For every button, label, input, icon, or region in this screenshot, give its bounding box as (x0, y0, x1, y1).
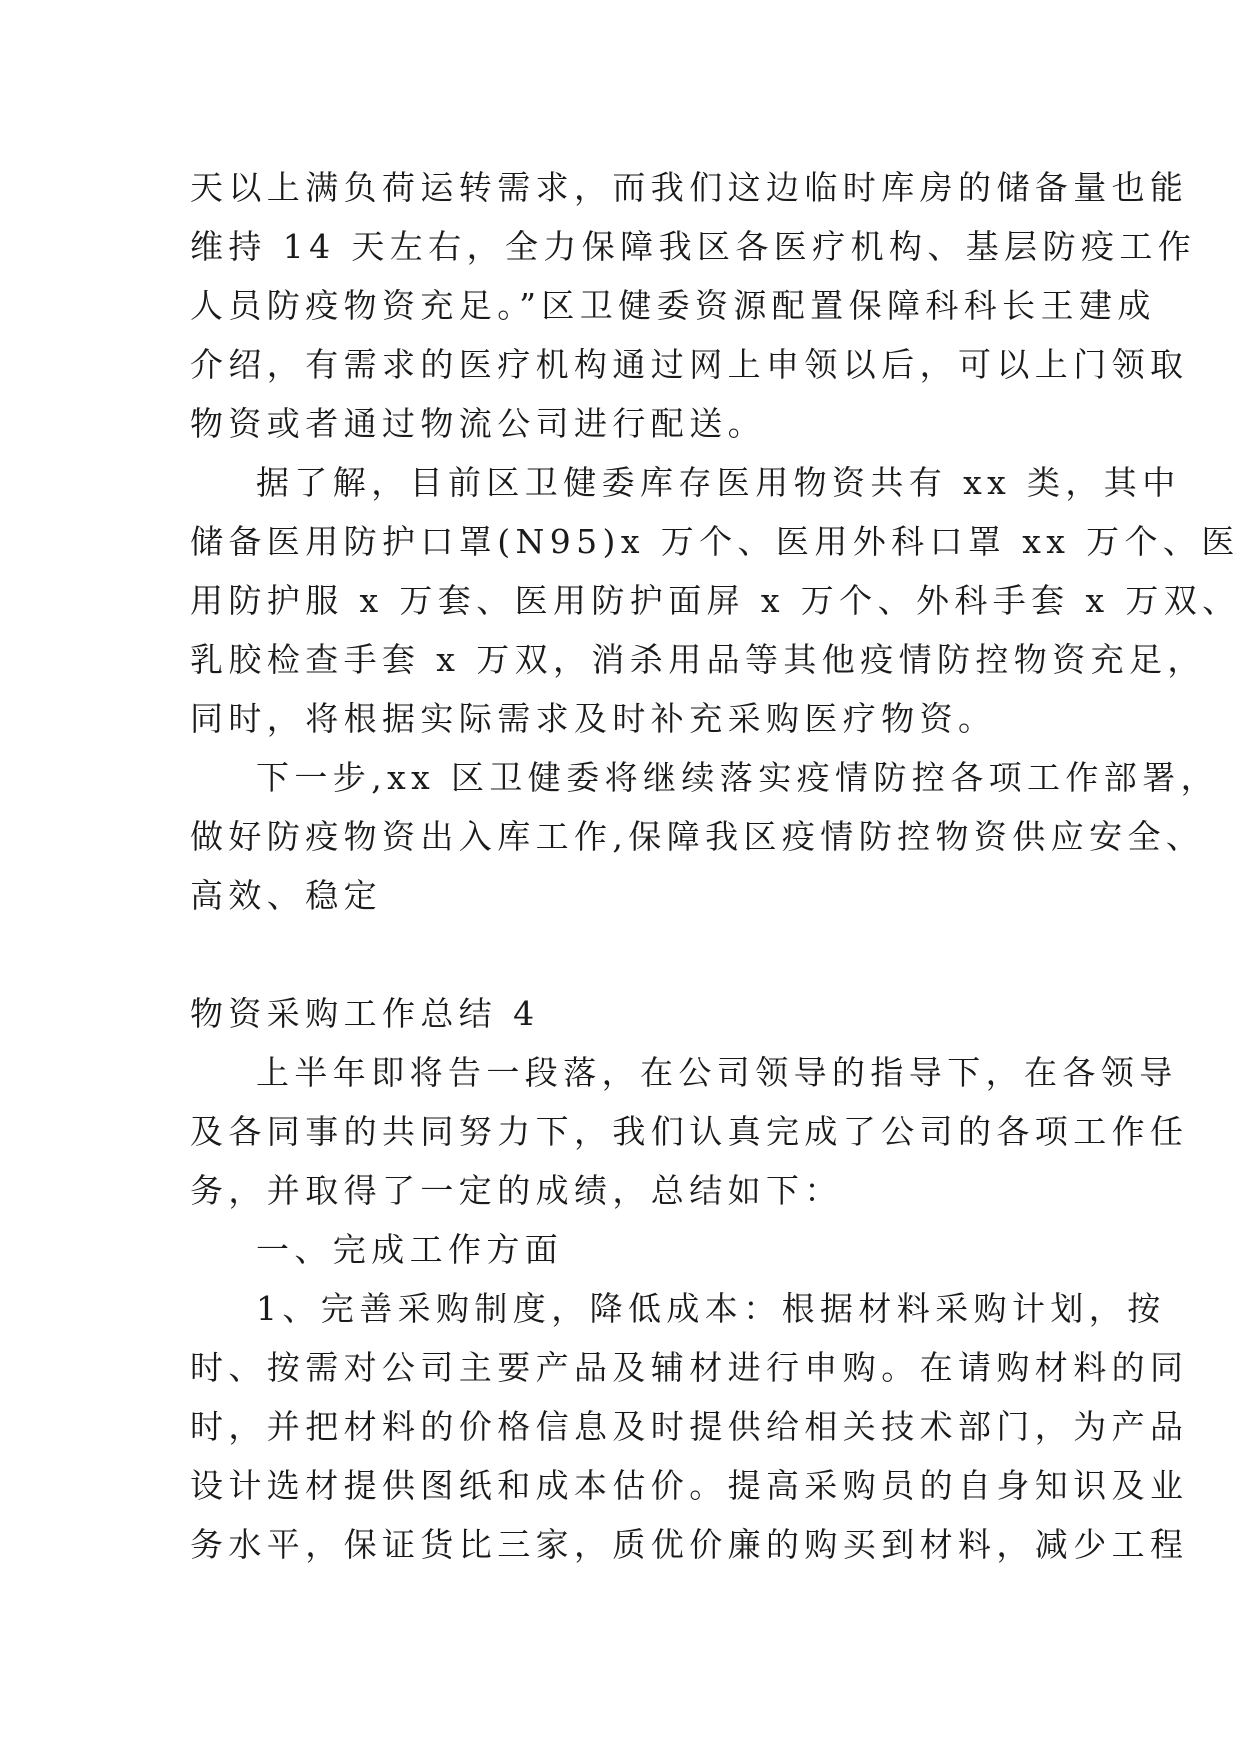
text-line: 物资或者通过物流公司进行配送。 (190, 404, 766, 443)
blank-line (190, 925, 1070, 984)
text-line: 下一步,xx 区卫健委将继续落实疫情防控各项工作部署， (256, 758, 1220, 797)
text-line: 上半年即将告一段落，在公司领导的指导下，在各领导 (256, 1053, 1178, 1092)
text-line: 做好防疫物资出入库工作,保障我区疫情防控物资供应安全、 (190, 817, 1205, 856)
paragraph-procurement (190, 1279, 1189, 1574)
subheading: 一、完成工作方面 (256, 1230, 564, 1269)
text-line: 乳胶检查手套 x 万双，消杀用品等其他疫情防控物资充足， (190, 640, 1206, 679)
text-line: 介绍，有需求的医疗机构通过网上申领以后，可以上门领取 (190, 345, 1189, 384)
text-line: 维持 14 天左右，全力保障我区各医疗机构、基层防疫工作 (190, 227, 1197, 266)
paragraph-next-step (190, 748, 1220, 925)
text-line: 时、按需对公司主要产品及辅材进行申购。在请购材料的同 (190, 1348, 1189, 1387)
text-line: 储备医用防护口罩(N95)x 万个、医用外科口罩 xx 万个、医 (190, 522, 1240, 561)
text-line: 天以上满负荷运转需求，而我们这边临时库房的储备量也能 (190, 168, 1189, 207)
paragraph-inventory (190, 453, 1241, 748)
text-line: 同时，将根据实际需求及时补充采购医疗物资。 (190, 699, 997, 738)
paragraph-continued (190, 158, 1197, 453)
text-line: 务，并取得了一定的成绩，总结如下： (190, 1171, 843, 1210)
text-line: 及各同事的共同努力下，我们认真完成了公司的各项工作任 (190, 1112, 1189, 1151)
text-line: 据了解，目前区卫健委库存医用物资共有 xx 类，其中 (256, 463, 1181, 502)
text-line: 设计选材提供图纸和成本估价。提高采购员的自身知识及业 (190, 1466, 1189, 1505)
text-line: 务水平，保证货比三家，质优价廉的购买到材料，减少工程 (190, 1525, 1189, 1564)
paragraph-intro (190, 1043, 1189, 1220)
text-line: 高效、稳定 (190, 876, 382, 915)
text-line: 用防护服 x 万套、医用防护面屏 x 万个、外科手套 x 万双、 (190, 581, 1241, 620)
section-title: 物资采购工作总结 4 (190, 994, 540, 1033)
document-body (190, 158, 1241, 1574)
text-line: 人员防疫物资充足。”区卫健委资源配置保障科科长王建成 (190, 286, 1156, 325)
text-line: 1、完善采购制度，降低成本：根据材料采购计划，按 (256, 1289, 1166, 1328)
text-line: 时，并把材料的价格信息及时提供给相关技术部门，为产品 (190, 1407, 1189, 1446)
